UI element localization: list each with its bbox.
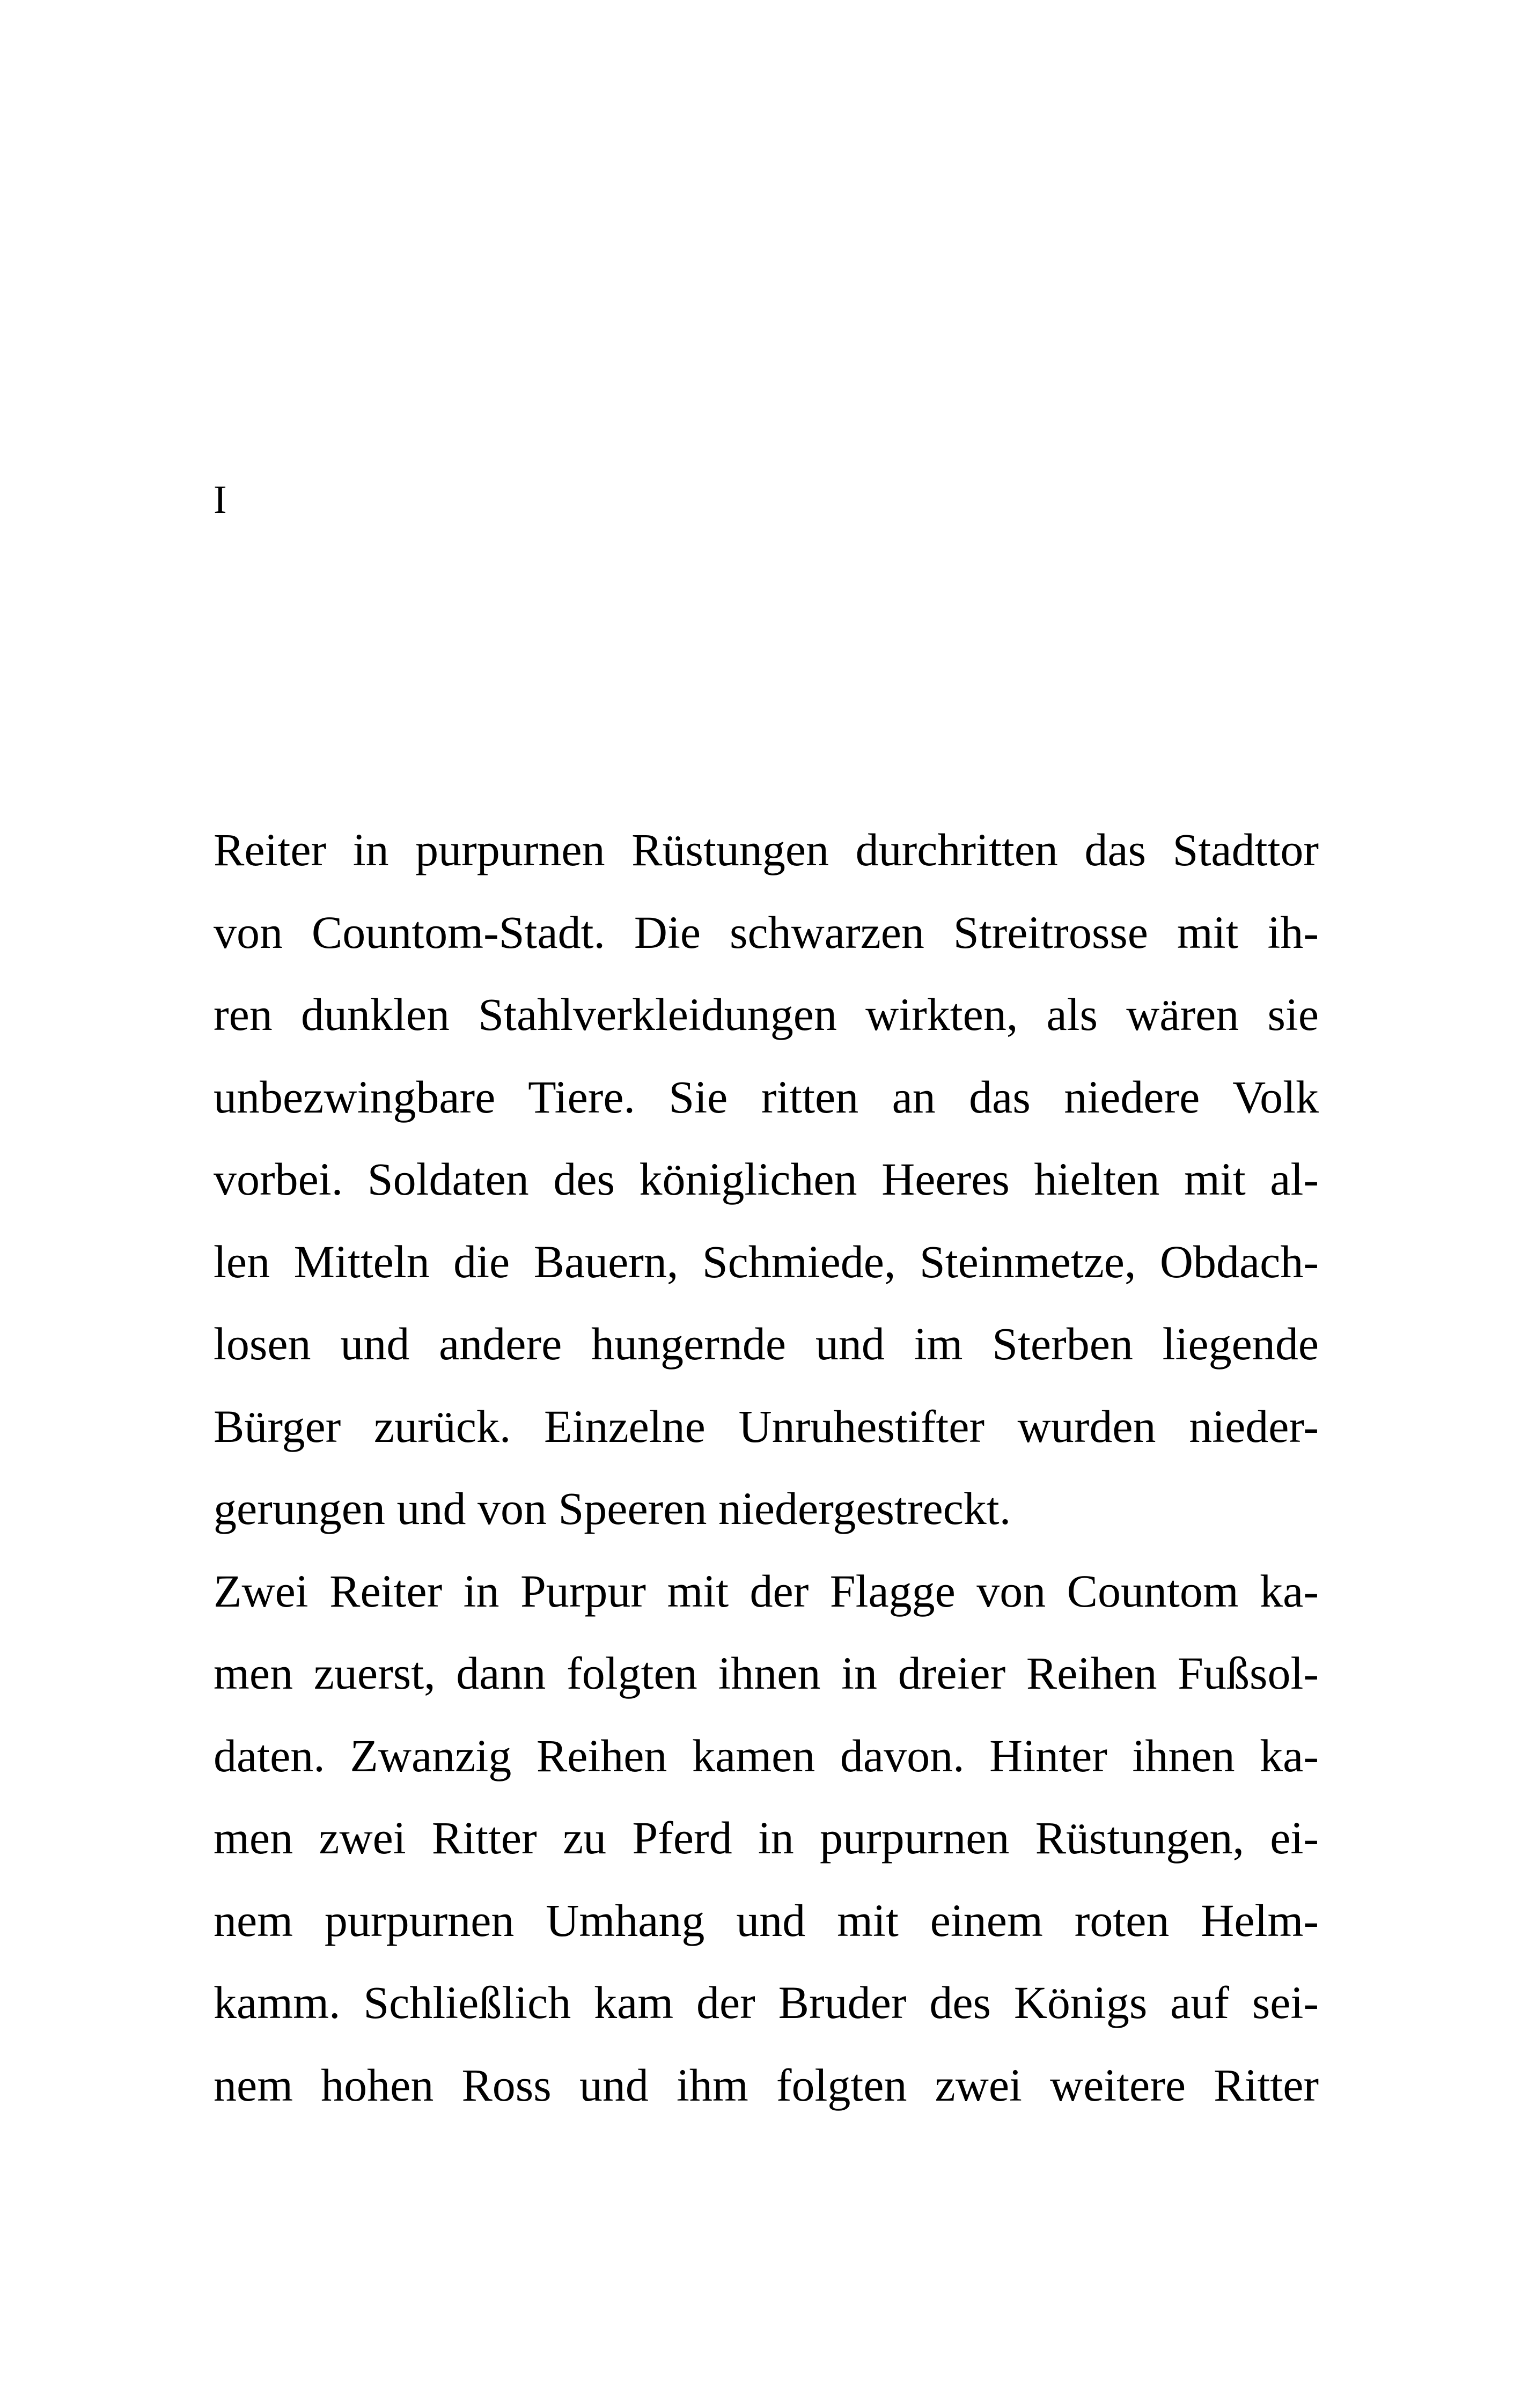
text-line: losen und andere hungernde und im Sterben liegende — [214, 1318, 1319, 1369]
text-line: vorbei. Soldaten des königlichen Heeres hielten mit al- — [214, 1153, 1319, 1205]
text-line: ren dunklen Stahlverkleidungen wirkten, als wären sie — [214, 989, 1319, 1040]
text-line: nem hohen Ross und ihm folgten zwei weitere Ritter — [214, 2059, 1319, 2111]
text-line: gerungen und von Speeren niedergestreckt. — [214, 1483, 1011, 1534]
body-text — [214, 809, 1319, 2126]
chapter-number: I — [214, 478, 227, 522]
text-line: Zwei Reiter in Purpur mit der Flagge von Countom ka- — [214, 1565, 1319, 1617]
text-line: len Mitteln die Bauern, Schmiede, Steinmetze, Obdach- — [214, 1235, 1319, 1287]
text-line: daten. Zwanzig Reihen kamen davon. Hinter ihnen ka- — [214, 1729, 1319, 1781]
text-line: Bürger zurück. Einzelne Unruhestifter wurden nieder- — [214, 1400, 1319, 1452]
text-line: nem purpurnen Umhang und mit einem roten Helm- — [214, 1894, 1319, 1946]
text-line: men zwei Ritter zu Pferd in purpurnen Rüstungen, ei- — [214, 1812, 1319, 1864]
text-line: men zuerst, dann folgten ihnen in dreier Reihen Fußsol- — [214, 1647, 1319, 1699]
text-line: unbezwingbare Tiere. Sie ritten an das niedere Volk — [214, 1071, 1319, 1123]
text-line: kamm. Schließlich kam der Bruder des Königs auf sei- — [214, 1977, 1319, 2028]
text-line: Reiter in purpurnen Rüstungen durchritten das Stadttor — [214, 824, 1319, 875]
text-line: von Countom-Stadt. Die schwarzen Streitrosse mit ih- — [214, 906, 1319, 958]
